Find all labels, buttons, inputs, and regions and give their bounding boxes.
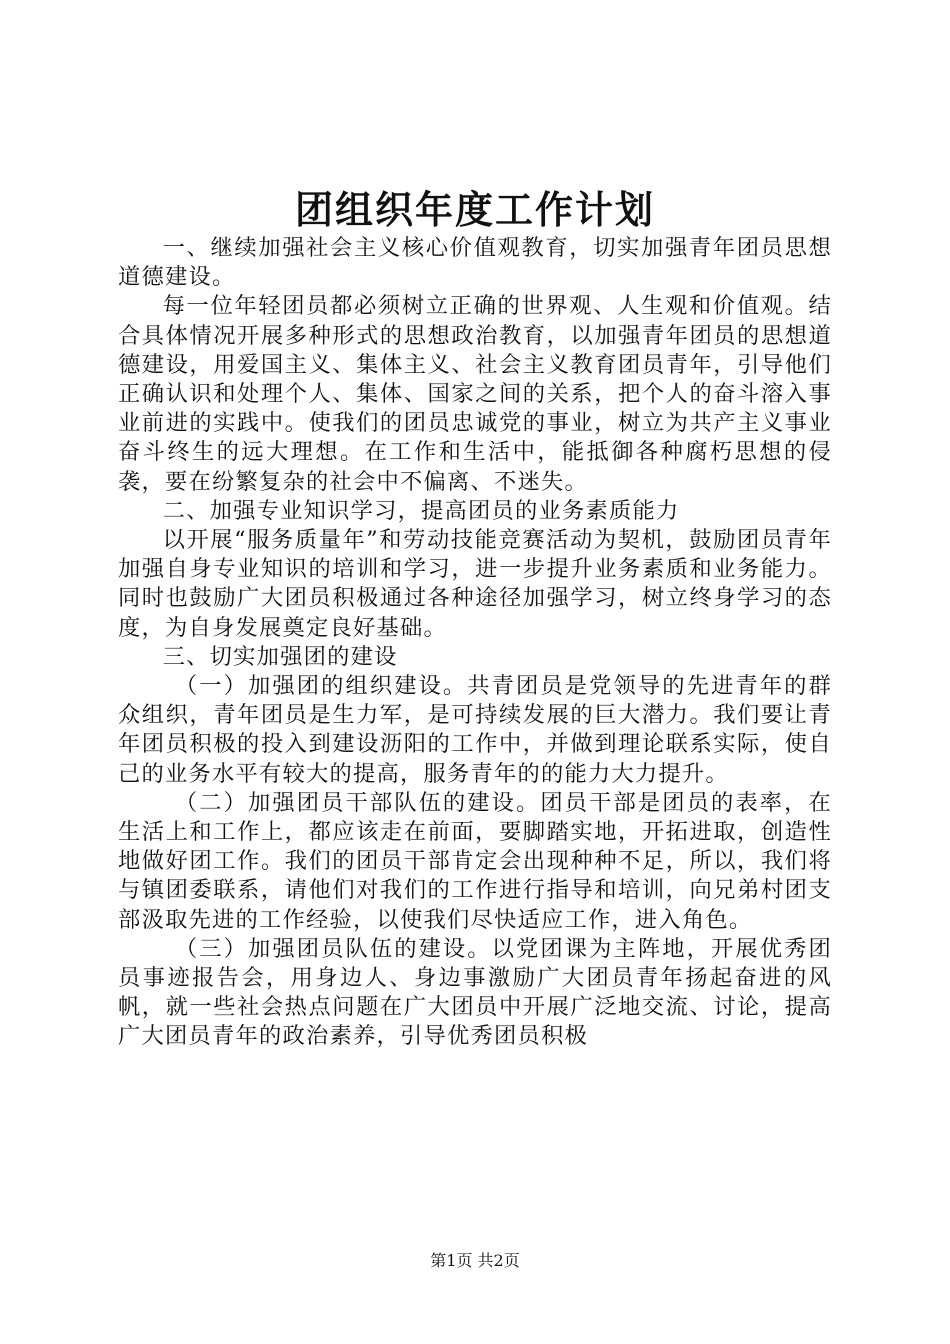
body-paragraph: （三）加强团员队伍的建设。以党团课为主阵地，开展优秀团员事迹报告会，用身边人、身边事激励广大团员青年扬起奋进的风帆，就一些社会热点问题在广大团员中开展广泛地交流、讨论，提高广大团员青年的政治素养，引导优秀团员积极 [118, 935, 832, 1050]
section-heading: 一、继续加强社会主义核心价值观教育，切实加强青年团员思想道德建设。 [118, 235, 832, 291]
body-paragraph: 每一位年轻团员都必须树立正确的世界观、人生观和价值观。结合具体情况开展多种形式的思想政治教育，以加强青年团员的思想道德建设，用爱国主义、集体主义、社会主义教育团员青年，引导他们正确认识和处理个人、集体、国家之间的关系，把个人的奋斗溶入事业前进的实践中。使我们的团员忠诚党的事业，树立为共产主义事业奋斗终生的远大理想。在工作和生活中，能抵御各种腐朽思想的侵袭，要在纷繁复杂的社会中不偏离、不迷失。 [118, 293, 832, 495]
section-heading: 三、切实加强团的建设 [162, 643, 398, 670]
document-body [118, 234, 832, 1052]
page-title: 团组织年度工作计划 [294, 187, 655, 232]
body-paragraph: （一）加强团的组织建设。共青团员是党领导的先进青年的群众组织，青年团员是生力军，是可持续发展的巨大潜力。我们要让青年团员积极的投入到建设沥阳的工作中，并做到理论联系实际，使自己的业务水平有较大的提高，服务青年的的能力大力提升。 [118, 673, 832, 787]
section-heading: 二、加强专业知识学习，提高团员的业务素质能力 [162, 497, 680, 524]
body-paragraph: 以开展“服务质量年”和劳动技能竞赛活动为契机，鼓励团员青年加强自身专业知识的培训和学习，进一步提升业务素质和业务能力。同时也鼓励广大团员积极通过各种途径加强学习，树立终身学习的态度，为自身发展奠定良好基础。 [118, 527, 832, 641]
body-paragraph: （二）加强团员干部队伍的建设。团员干部是团员的表率，在生活上和工作上，都应该走在前面，要脚踏实地，开拓进取，创造性地做好团工作。我们的团员干部肯定会出现种种不足，所以，我们将与镇团委联系，请他们对我们的工作进行指导和培训，向兄弟村团支部汲取先进的工作经验，以使我们尽快适应工作，进入角色。 [118, 789, 832, 933]
page-footer: 第1页 共2页 [430, 1251, 520, 1270]
